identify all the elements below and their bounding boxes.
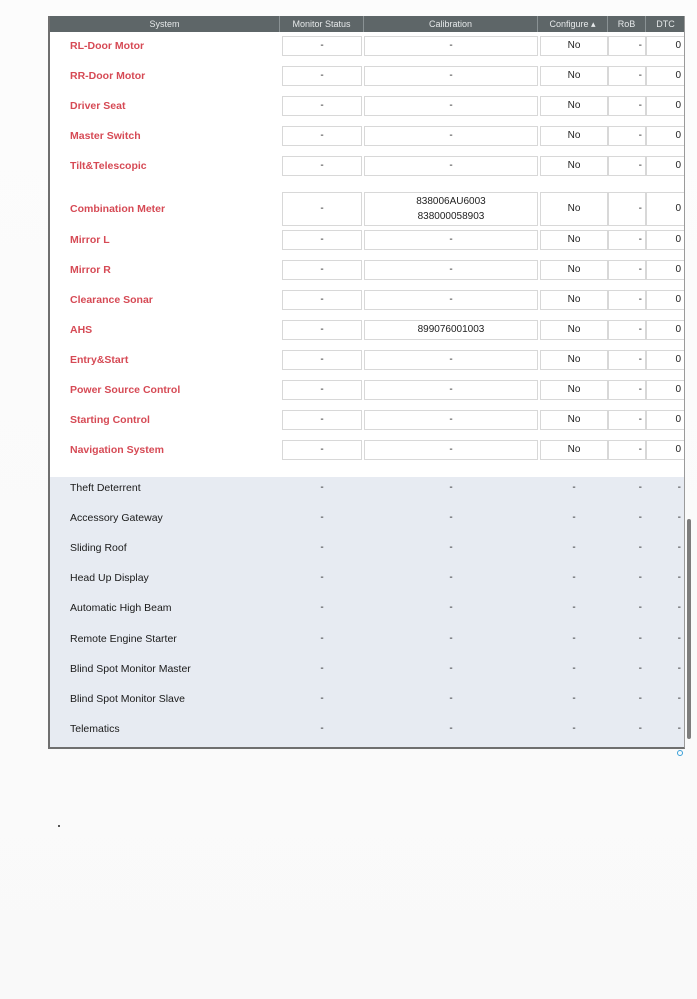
table-row[interactable] (50, 595, 684, 621)
system-name[interactable]: Automatic High Beam (70, 602, 172, 615)
sort-arrow-icon: ▴ (591, 19, 596, 29)
configure-cell: No (540, 96, 608, 116)
dtc-cell: - (677, 512, 681, 524)
table-row[interactable] (50, 535, 684, 561)
monitor-status-cell: - (282, 320, 362, 340)
monitor-status-cell: - (282, 156, 362, 176)
configure-cell: No (540, 350, 608, 370)
calibration-cell: - (364, 290, 538, 310)
monitor-status-cell: - (320, 542, 324, 554)
rob-cell: - (608, 260, 646, 280)
system-name[interactable]: Theft Deterrent (70, 482, 141, 494)
monitor-status-cell: - (282, 126, 362, 146)
configure-cell: No (540, 290, 608, 310)
monitor-status-cell: - (320, 602, 324, 614)
calibration-cell: - (449, 692, 453, 704)
table-row[interactable] (50, 96, 684, 116)
configure-cell: No (540, 380, 608, 400)
calibration-cell: - (364, 380, 538, 400)
header-system[interactable]: System (50, 16, 280, 32)
table-row[interactable] (50, 686, 684, 712)
header-dtc[interactable]: DTC (656, 19, 675, 29)
dtc-cell: - (677, 482, 681, 493)
monitor-status-cell: - (320, 482, 324, 493)
calibration-cell (364, 192, 538, 226)
header-configure[interactable] (538, 16, 608, 32)
dtc-cell: 0 (646, 126, 685, 146)
configure-cell: No (540, 230, 608, 250)
rob-cell: - (638, 482, 642, 493)
system-name[interactable]: Tilt&Telescopic (70, 160, 147, 172)
configure-cell: No (540, 440, 608, 460)
table-row[interactable] (50, 380, 684, 400)
calibration-cell: - (364, 156, 538, 176)
calibration-cell: - (364, 66, 538, 86)
dtc-cell: 0 (646, 260, 685, 280)
rob-cell: - (608, 410, 646, 430)
dtc-cell: 0 (646, 192, 685, 226)
dust-speck (58, 825, 60, 827)
header-rob[interactable]: RoB (608, 16, 646, 32)
monitor-status-cell: - (282, 260, 362, 280)
system-name[interactable]: Sliding Roof (70, 542, 127, 555)
dtc-cell: - (677, 692, 681, 704)
monitor-status-cell: - (320, 632, 324, 644)
dtc-cell: 0 (646, 96, 685, 116)
system-name[interactable]: Master Switch (70, 130, 141, 142)
system-status-table (48, 16, 685, 749)
vertical-scrollbar[interactable] (687, 519, 691, 739)
calibration-cell: - (364, 440, 538, 460)
monitor-status-cell: - (320, 722, 324, 734)
rob-cell: - (608, 440, 646, 460)
configure-cell: No (540, 320, 608, 340)
monitor-status-cell: - (282, 230, 362, 250)
configure-cell: - (572, 512, 576, 524)
table-row[interactable] (50, 156, 684, 176)
table-row[interactable] (50, 350, 684, 370)
rob-cell: - (608, 230, 646, 250)
rob-cell: - (608, 96, 646, 116)
system-name[interactable]: Clearance Sonar (70, 294, 153, 306)
calibration-cell: - (449, 572, 453, 584)
rob-cell: - (638, 692, 642, 704)
rob-cell: - (638, 512, 642, 524)
table-row[interactable] (50, 410, 684, 430)
calibration-cell: - (364, 126, 538, 146)
configure-cell: - (572, 572, 576, 584)
configure-cell: No (540, 410, 608, 430)
rob-cell: - (608, 320, 646, 340)
table-row[interactable] (50, 320, 684, 340)
calibration-cell: 899076001003 (364, 320, 538, 340)
dtc-cell: 0 (646, 290, 685, 310)
table-row[interactable] (50, 440, 684, 460)
header-configure-label: Configure (549, 19, 589, 29)
system-name[interactable]: Power Source Control (70, 384, 181, 396)
dtc-cell: 0 (646, 156, 685, 176)
monitor-status-cell: - (282, 350, 362, 370)
dtc-cell: 0 (646, 350, 685, 370)
system-name[interactable]: Blind Spot Monitor Slave (70, 692, 185, 705)
scroll-indicator-icon[interactable] (677, 750, 683, 756)
table-header (50, 16, 684, 32)
rob-cell: - (608, 290, 646, 310)
table-row[interactable] (50, 716, 684, 742)
table-row[interactable] (50, 565, 684, 591)
system-name[interactable]: Mirror R (70, 264, 111, 276)
system-name[interactable]: Mirror L (70, 234, 110, 246)
calibration-cell: - (449, 512, 453, 524)
table-row[interactable] (50, 290, 684, 310)
table-row[interactable] (50, 260, 684, 280)
configure-cell: - (572, 662, 576, 674)
monitor-status-cell: - (282, 380, 362, 400)
header-calibration[interactable]: Calibration (364, 16, 538, 32)
calibration-id-2: 838000058903 (417, 211, 485, 222)
system-name[interactable]: Blind Spot Monitor Master (70, 662, 191, 675)
table-row[interactable] (50, 505, 684, 531)
configure-cell: No (540, 126, 608, 146)
rob-cell: - (638, 662, 642, 674)
table-row[interactable] (50, 66, 684, 86)
dtc-cell: 0 (646, 410, 685, 430)
configure-cell: No (540, 192, 608, 226)
system-name[interactable]: AHS (70, 324, 93, 336)
configure-cell: - (572, 482, 576, 493)
system-name[interactable]: Head Up Display (70, 572, 149, 585)
configure-cell: No (540, 156, 608, 176)
configure-cell: - (572, 542, 576, 554)
dtc-cell: 0 (646, 230, 685, 250)
system-name[interactable]: Combination Meter (70, 203, 166, 215)
system-name[interactable]: Remote Engine Starter (70, 632, 177, 645)
monitor-status-cell: - (282, 440, 362, 460)
rob-cell: - (638, 542, 642, 554)
header-monitor-status[interactable]: Monitor Status (280, 16, 364, 32)
configure-cell: - (572, 722, 576, 734)
calibration-cell: - (449, 722, 453, 734)
dtc-cell: 0 (646, 440, 685, 460)
table-row[interactable] (50, 656, 684, 682)
monitor-status-cell: - (282, 410, 362, 430)
rob-cell: - (638, 632, 642, 644)
calibration-cell: - (449, 602, 453, 614)
rob-cell: - (608, 192, 646, 226)
calibration-cell: - (449, 632, 453, 644)
monitor-status-cell: - (282, 290, 362, 310)
dtc-cell: - (677, 602, 681, 614)
calibration-cell: - (364, 410, 538, 430)
system-name[interactable]: Navigation System (70, 444, 164, 456)
dtc-cell: 0 (646, 36, 685, 56)
calibration-cell: - (364, 96, 538, 116)
rob-cell: - (608, 36, 646, 56)
rob-cell: - (608, 156, 646, 176)
table-row[interactable] (50, 192, 684, 226)
dtc-cell: - (677, 722, 681, 734)
dtc-cell: 0 (646, 66, 685, 86)
table-row[interactable] (50, 475, 684, 501)
monitor-status-cell: - (320, 512, 324, 524)
system-name[interactable]: Driver Seat (70, 100, 126, 112)
monitor-status-cell: - (282, 192, 362, 226)
monitor-status-cell: - (282, 96, 362, 116)
dtc-cell: - (677, 632, 681, 644)
rob-cell: - (608, 66, 646, 86)
dtc-cell: - (677, 662, 681, 674)
system-name[interactable]: Telematics (70, 722, 120, 735)
calibration-cell: - (449, 482, 453, 493)
table-row[interactable] (50, 36, 684, 56)
calibration-cell: - (364, 230, 538, 250)
rob-cell: - (638, 602, 642, 614)
configure-cell: - (572, 632, 576, 644)
table-row[interactable] (50, 126, 684, 146)
rob-cell: - (608, 350, 646, 370)
calibration-cell: - (364, 36, 538, 56)
dtc-cell: - (677, 542, 681, 554)
system-name[interactable]: Entry&Start (70, 354, 129, 366)
dtc-cell: 0 (646, 380, 685, 400)
rob-cell: - (608, 126, 646, 146)
monitor-status-cell: - (320, 662, 324, 674)
table-row[interactable] (50, 230, 684, 250)
configure-cell: No (540, 260, 608, 280)
calibration-cell: - (449, 542, 453, 554)
monitor-status-cell: - (320, 572, 324, 584)
system-name[interactable]: Accessory Gateway (70, 512, 163, 525)
dtc-cell: 0 (646, 320, 685, 340)
calibration-cell: - (449, 662, 453, 674)
system-name[interactable]: RL-Door Motor (70, 40, 145, 52)
dtc-cell: - (677, 572, 681, 584)
rob-cell: - (638, 572, 642, 584)
rob-cell: - (638, 722, 642, 734)
system-name[interactable]: RR-Door Motor (70, 70, 146, 82)
configure-cell: - (572, 692, 576, 704)
rob-cell: - (608, 380, 646, 400)
table-row[interactable] (50, 626, 684, 652)
configure-cell: - (572, 602, 576, 614)
monitor-status-cell: - (320, 692, 324, 704)
calibration-cell: - (364, 350, 538, 370)
monitor-status-cell: - (282, 66, 362, 86)
monitor-status-cell: - (282, 36, 362, 56)
calibration-cell: - (364, 260, 538, 280)
system-name[interactable]: Starting Control (70, 414, 150, 426)
configure-cell: No (540, 66, 608, 86)
calibration-id-1: 838006AU6003 (416, 196, 486, 207)
configure-cell: No (540, 36, 608, 56)
